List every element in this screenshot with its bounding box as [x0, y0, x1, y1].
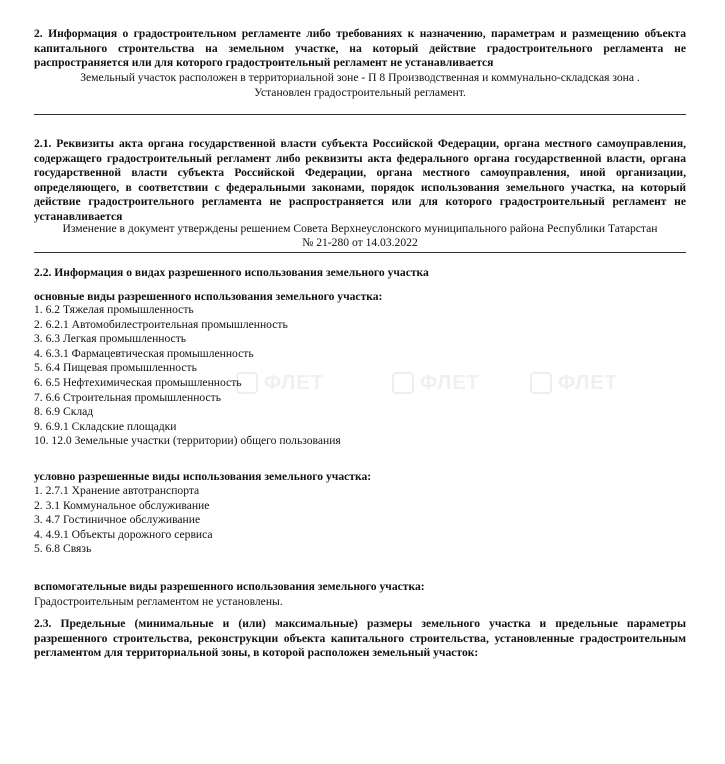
main-uses-list	[34, 303, 686, 449]
list-item: 1. 6.2 Тяжелая промышленность	[34, 303, 194, 316]
list-item: 2. 6.2.1 Автомобилестроительная промышленность	[34, 317, 288, 331]
list-item: 5. 6.8 Связь	[34, 542, 92, 556]
section-2-1-heading: 2.1. Реквизиты акта органа государственной власти субъекта Российской Федерации, органа местного самоуправления, содержащего градостроительный регламент либо реквизиты акта федерального органа государственной власти, органа государственной власти субъекта Российской Федерации, органа местного самоуправления, иной организации, определяющего, в соответствии с федеральными законами, порядок использования земельного участка, на который действие градостроительного регламента не распространяется или для которого градостроительный регламент не устанавливается	[34, 137, 686, 223]
watermark-text: ФЛЕТ	[558, 371, 618, 394]
section-divider	[34, 252, 686, 253]
list-item: 8. 6.9 Склад	[34, 405, 94, 419]
watermark-text: ФЛЕТ	[264, 371, 324, 394]
list-item: 4. 4.9.1 Объекты дорожного сервиса	[34, 527, 213, 541]
section-2-2-heading: 2.2. Информация о видах разрешенного использования земельного участка	[34, 266, 429, 279]
change-line-1: Изменение в документ утверждены решением Совета Верхнеуслонского муниципального района Республики Татарстан	[62, 222, 658, 235]
list-item: 3. 4.7 Гостиничное обслуживание	[34, 513, 201, 527]
list-item: 1. 2.7.1 Хранение автотранспорта	[34, 484, 200, 497]
list-item: 2. 3.1 Коммунальное обслуживание	[34, 498, 210, 512]
auxiliary-uses-title: вспомогательные виды разрешенного использования земельного участка:	[34, 580, 425, 593]
main-uses-title: основные виды разрешенного использования земельного участка:	[34, 290, 383, 303]
section-2-3-heading: 2.3. Предельные (минимальные и (или) максимальные) размеры земельного участка и предельные параметры разрешенного строительства, реконструкции объекта капитального строительства, установленные градостроительным регламентом для территориальной зоны, в которой расположен земельный участок:	[34, 617, 686, 660]
list-item: 3. 6.3 Легкая промышленность	[34, 332, 187, 346]
conditional-uses-list	[34, 484, 686, 557]
list-item: 6. 6.5 Нефтехимическая промышленность	[34, 375, 242, 389]
list-item: 7. 6.6 Строительная промышленность	[34, 390, 221, 404]
zone-line: Земельный участок расположен в территориальной зоне - П 8 Производственная и коммунально-складская зона .	[80, 71, 640, 84]
list-item: 5. 6.4 Пищевая промышленность	[34, 361, 197, 375]
list-item: 4. 6.3.1 Фармацевтическая промышленность	[34, 346, 254, 360]
list-item: 9. 6.9.1 Складские площадки	[34, 419, 177, 433]
watermark-text: ФЛЕТ	[420, 371, 480, 394]
regulation-line: Установлен градостроительный регламент.	[254, 86, 466, 99]
auxiliary-uses-text: Градостроительным регламентом не установлены.	[34, 595, 283, 608]
section-2-heading: 2. Информация о градостроительном регламенте либо требованиях к назначению, параметрам и размещению объекта капитального строительства на земельном участке, на который действие градостроительного регламента не распространяется или для которого градостроительный регламент не устанавливается	[34, 27, 686, 70]
list-item: 10. 12.0 Земельные участки (территории) общего пользования	[34, 434, 341, 448]
conditional-uses-title: условно разрешенные виды использования земельного участка:	[34, 470, 372, 483]
change-line-2: № 21-280 от 14.03.2022	[302, 236, 418, 249]
section-divider	[34, 114, 686, 115]
